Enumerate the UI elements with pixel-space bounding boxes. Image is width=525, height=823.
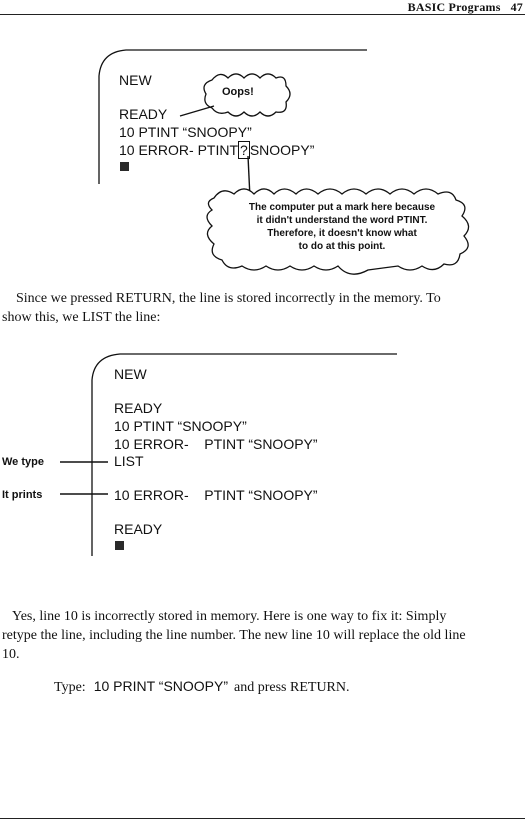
fig2-line-ready-2: READY <box>114 521 163 537</box>
paragraph2-line-3: 10. <box>2 647 20 662</box>
fig1-error-prefix: 10 ERROR- PTINT <box>119 142 239 158</box>
error-mark: ? <box>240 142 248 158</box>
instruction <box>54 678 350 696</box>
running-header <box>408 0 523 15</box>
fig1-line-ready: READY <box>119 106 168 122</box>
explanation-text <box>212 201 472 253</box>
explanation-line-2: it didn't understand the word PTINT. <box>256 215 428 226</box>
explanation-line-1: The computer put a mark here because <box>248 202 436 213</box>
instruction-suffix: and press RETURN. <box>234 680 350 695</box>
fig2-line-error: 10 ERROR- PTINT “SNOOPY” <box>114 436 318 452</box>
label-we-type: We type <box>2 456 44 468</box>
fig1-cursor <box>120 162 129 171</box>
fig1-line-error <box>119 141 314 159</box>
fig2-line-error-output: 10 ERROR- PTINT “SNOOPY” <box>114 487 318 503</box>
fig1-line-ptint: 10 PTINT “SNOOPY” <box>119 124 252 140</box>
header-rule <box>0 14 525 15</box>
explanation-line-3: Therefore, it doesn't know what <box>267 228 417 239</box>
explanation-line-4: to do at this point. <box>298 241 386 252</box>
fig1-error-suffix: SNOOPY” <box>249 142 315 158</box>
fig2-line-ptint: 10 PTINT “SNOOPY” <box>114 418 247 434</box>
header-title: BASIC Programs <box>407 0 501 14</box>
oops-bubble <box>160 68 300 130</box>
page-number: 47 <box>510 0 523 14</box>
fig2-line-new: NEW <box>114 366 147 382</box>
fig2-line-list: LIST <box>114 453 144 469</box>
fig1-line-new: NEW <box>119 72 152 88</box>
oops-text: Oops! <box>222 86 254 98</box>
fig2-line-ready: READY <box>114 400 163 416</box>
instruction-command: 10 PRINT “SNOOPY” <box>93 678 229 694</box>
instruction-prefix: Type: <box>54 680 86 695</box>
footer-rule <box>0 818 525 819</box>
paragraph1 <box>2 289 441 327</box>
paragraph2-line-2: retype the line, including the line number. The new line 10 will replace the old line <box>2 628 466 643</box>
label-it-prints: It prints <box>2 489 43 501</box>
fig2-cursor <box>115 541 124 550</box>
paragraph1-line-1: Since we pressed RETURN, the line is stored incorrectly in the memory. To <box>16 291 441 306</box>
paragraph2-line-1: Yes, line 10 is incorrectly stored in memory. Here is one way to fix it: Simply <box>12 609 447 624</box>
label-pointers <box>58 455 110 500</box>
paragraph2 <box>2 607 466 664</box>
paragraph1-line-2: show this, we LIST the line: <box>2 310 161 325</box>
